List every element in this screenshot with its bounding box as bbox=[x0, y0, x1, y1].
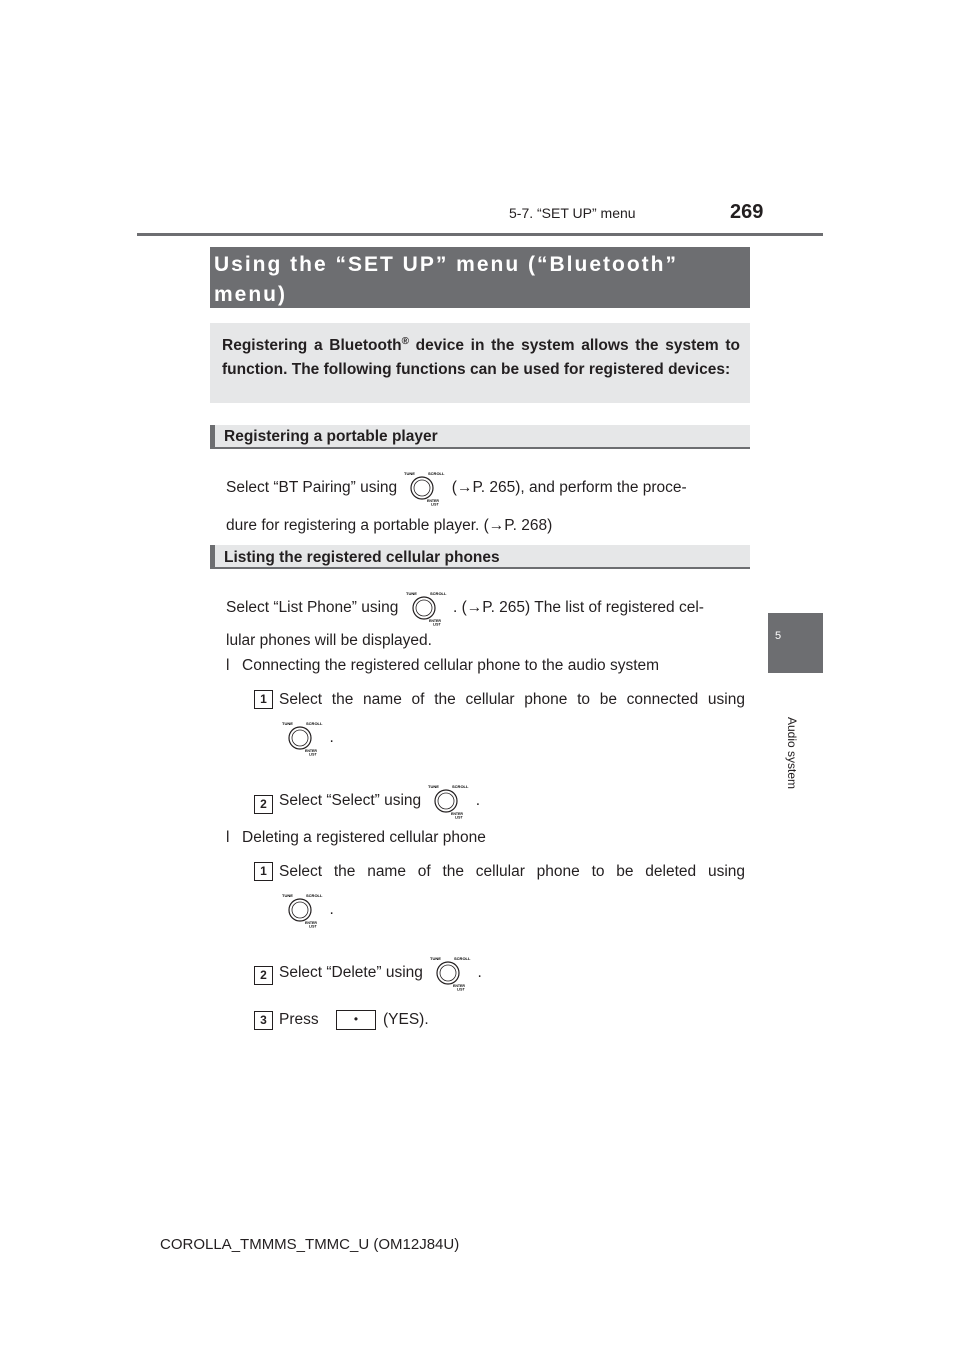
connect-step-2-text: Select “Select” using bbox=[279, 792, 422, 810]
svg-text:TUNE: TUNE bbox=[282, 893, 293, 898]
svg-text:LIST: LIST bbox=[309, 752, 317, 756]
step-number: 3 bbox=[254, 1011, 273, 1030]
connect-step-1-knob bbox=[279, 720, 334, 756]
tune-scroll-knob-icon bbox=[427, 955, 473, 991]
delete-step-2-text: Select “Delete” using bbox=[279, 964, 423, 982]
svg-text:ENTER: ENTER bbox=[453, 984, 466, 988]
tune-scroll-knob-icon bbox=[401, 470, 447, 506]
section-header: 5-7. “SET UP” menu bbox=[509, 205, 636, 221]
tune-scroll-knob-icon bbox=[279, 892, 325, 928]
bullet-connect: Connecting the registered cellular phone to the audio system bbox=[242, 657, 660, 674]
preset-button-icon: • bbox=[336, 1010, 376, 1030]
phones-line-2: lular phones will be displayed. bbox=[226, 632, 432, 649]
svg-text:TUNE: TUNE bbox=[428, 784, 440, 789]
svg-text:SCROLL: SCROLL bbox=[452, 784, 469, 789]
svg-text:TUNE: TUNE bbox=[404, 471, 416, 476]
bullet-marker: l bbox=[226, 657, 230, 674]
header-rule bbox=[137, 233, 823, 236]
subheading-accent bbox=[210, 425, 215, 449]
chapter-label: Audio system bbox=[785, 717, 799, 790]
delete-step-1-knob bbox=[279, 892, 334, 928]
svg-text:LIST: LIST bbox=[457, 987, 465, 991]
tune-scroll-knob-icon bbox=[279, 720, 325, 756]
svg-text:SCROLL: SCROLL bbox=[429, 591, 447, 596]
phones-text-a: Select “List Phone” using bbox=[226, 599, 399, 617]
step-number: 1 bbox=[254, 862, 273, 881]
bullet-delete: Deleting a registered cellular phone bbox=[242, 829, 486, 846]
intro-part-2: device in the system allows the system to function. The following functions can be used for registered devices: bbox=[222, 337, 740, 379]
svg-text:ENTER: ENTER bbox=[451, 812, 464, 816]
tune-scroll-knob-icon bbox=[403, 590, 449, 626]
step-tail: . bbox=[329, 729, 334, 747]
delete-step-3-tail: (YES). bbox=[383, 1011, 429, 1028]
svg-text:ENTER: ENTER bbox=[305, 749, 317, 753]
svg-text:LIST: LIST bbox=[309, 924, 317, 928]
portable-line-2: dure for registering a portable player. (→P. 268) bbox=[226, 517, 553, 534]
chapter-tab bbox=[768, 613, 823, 673]
connect-step-1-text: Select the name of the cellular phone to be connected using bbox=[279, 691, 745, 708]
subheading-phones: Listing the registered cellular phones bbox=[224, 549, 500, 566]
step-number: 2 bbox=[254, 795, 273, 814]
bullet-marker: l bbox=[226, 829, 230, 846]
step-tail: . bbox=[329, 901, 334, 919]
step-number: 1 bbox=[254, 690, 273, 709]
portable-line-1 bbox=[226, 470, 746, 506]
subheading-portable: Registering a portable player bbox=[224, 428, 438, 445]
page-number: 269 bbox=[730, 201, 764, 223]
delete-step-3-text: Press bbox=[279, 1011, 319, 1028]
phones-text-b: . (→P. 265) The list of registered cel- bbox=[452, 599, 704, 617]
registered-mark: ® bbox=[401, 336, 409, 347]
title-line-2: menu) bbox=[214, 283, 287, 306]
tune-scroll-knob-icon bbox=[425, 783, 471, 819]
intro-text bbox=[222, 330, 740, 382]
svg-text:SCROLL: SCROLL bbox=[306, 893, 323, 898]
svg-text:SCROLL: SCROLL bbox=[454, 956, 471, 961]
svg-text:TUNE: TUNE bbox=[282, 721, 293, 726]
step-tail: . bbox=[477, 964, 482, 982]
svg-text:TUNE: TUNE bbox=[430, 956, 442, 961]
svg-text:TUNE: TUNE bbox=[405, 591, 417, 596]
svg-text:LIST: LIST bbox=[432, 622, 441, 626]
svg-text:ENTER: ENTER bbox=[427, 499, 440, 503]
portable-text-a: Select “BT Pairing” using bbox=[226, 479, 398, 497]
document-footer: COROLLA_TMMMS_TMMC_U (OM12J84U) bbox=[160, 1236, 460, 1253]
chapter-number: 5 bbox=[774, 630, 782, 642]
svg-text:LIST: LIST bbox=[455, 815, 464, 819]
delete-step-2 bbox=[279, 955, 482, 991]
subheading-accent bbox=[210, 545, 215, 569]
title-line-1: Using the “SET UP” menu (“Bluetooth” bbox=[214, 253, 678, 276]
step-tail: . bbox=[475, 792, 481, 810]
intro-part-1: Registering a Bluetooth bbox=[222, 337, 402, 355]
svg-text:LIST: LIST bbox=[431, 502, 440, 506]
svg-text:ENTER: ENTER bbox=[428, 619, 441, 623]
svg-text:ENTER: ENTER bbox=[305, 921, 317, 925]
page-title bbox=[214, 250, 744, 310]
svg-text:SCROLL: SCROLL bbox=[428, 471, 445, 476]
step-number: 2 bbox=[254, 966, 273, 985]
connect-step-2 bbox=[279, 783, 480, 819]
svg-text:SCROLL: SCROLL bbox=[306, 721, 323, 726]
delete-step-1-text: Select the name of the cellular phone to be deleted using bbox=[279, 863, 745, 880]
phones-line-1 bbox=[226, 590, 746, 626]
portable-text-b: (→P. 265), and perform the proce- bbox=[451, 479, 687, 497]
